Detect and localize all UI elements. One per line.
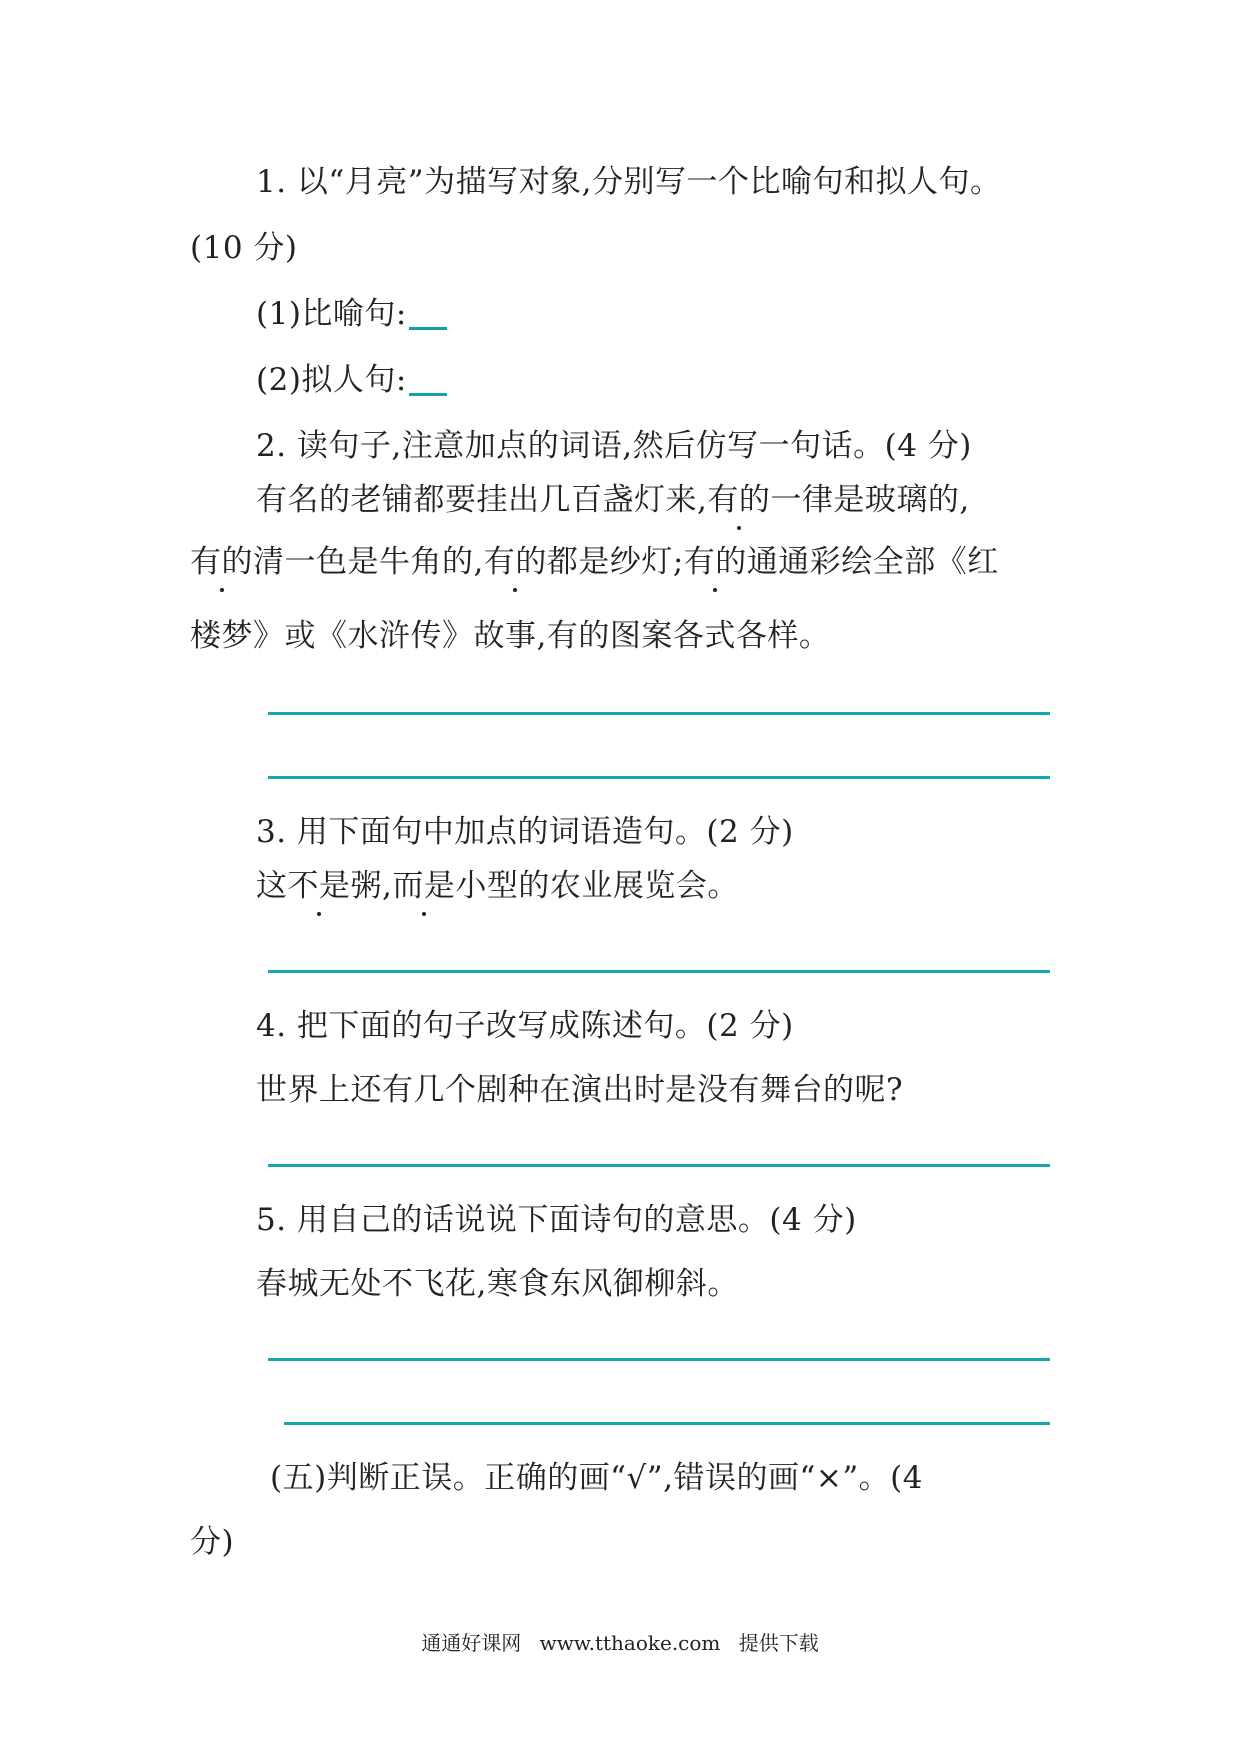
q2-passage-line1 [256, 480, 970, 520]
q2-dotted-word: 有的 [683, 544, 747, 580]
q5-poem: 春城无处不飞花,寒食东风御柳斜。 [256, 1266, 739, 1302]
q1-prompt: 1. 以“月亮”为描写对象,分别写一个比喻句和拟人句。 [256, 164, 1002, 200]
q2-dotted-word: 有的 [707, 482, 771, 518]
q2-text: 有名的老铺都要挂出几百盏灯来, [256, 482, 708, 518]
q2-text: 一律是玻璃的, [770, 482, 970, 518]
q1-simile-blank[interactable] [409, 295, 447, 330]
q1-simile-label: (1)比喻句: [256, 296, 407, 332]
q5-answer-line-2[interactable] [284, 1422, 1050, 1425]
q1-score: (10 分) [190, 230, 298, 266]
q2-answer-line-2[interactable] [268, 776, 1050, 779]
q1-personification-label: (2)拟人句: [256, 362, 407, 398]
q5-answer-line-1[interactable] [268, 1358, 1050, 1361]
footer-suffix: 提供下载 [738, 1631, 819, 1655]
footer-url[interactable]: www.tthaoke.com [539, 1631, 721, 1655]
q2-text: 通通彩绘全部《红 [746, 544, 999, 580]
q2-dotted-word: 有的 [483, 544, 547, 580]
q5-prompt: 5. 用自己的话说说下面诗句的意思。(4 分) [256, 1202, 857, 1238]
section5-score: 分) [190, 1524, 235, 1560]
q4-answer-line[interactable] [268, 1164, 1050, 1167]
q2-passage-line2 [190, 542, 999, 582]
q3-text: 粥, [350, 868, 393, 904]
q3-prompt: 3. 用下面句中加点的词语造句。(2 分) [256, 814, 794, 850]
q3-dotted-word: 而是 [392, 868, 456, 904]
q2-answer-line-1[interactable] [268, 712, 1050, 715]
q1-personification-blank[interactable] [409, 361, 447, 396]
section5-instructions: (五)判断正误。正确的画“√”,错误的画“×”。(4 [270, 1460, 923, 1496]
q3-dotted-word: 不是 [287, 868, 351, 904]
q2-passage-line3: 楼梦》或《水浒传》故事,有的图案各式各样。 [190, 618, 831, 654]
q3-text: 小型的农业展览会。 [455, 868, 739, 904]
q1-personification-item [256, 360, 447, 400]
q3-sentence [256, 866, 739, 906]
q2-text: 都是纱灯; [546, 544, 684, 580]
q4-prompt: 4. 把下面的句子改写成陈述句。(2 分) [256, 1008, 794, 1044]
q3-text: 这 [256, 868, 288, 904]
footer-site-name: 通通好课网 [421, 1631, 522, 1655]
q2-prompt: 2. 读句子,注意加点的词语,然后仿写一句话。(4 分) [256, 428, 972, 464]
footer [0, 1630, 1240, 1656]
q4-sentence: 世界上还有几个剧种在演出时是没有舞台的呢? [256, 1072, 904, 1108]
q1-simile-item [256, 294, 447, 334]
q2-dotted-word: 有的 [190, 544, 253, 580]
q3-answer-line[interactable] [268, 970, 1050, 973]
q2-text: 清一色是牛角的, [253, 544, 484, 580]
